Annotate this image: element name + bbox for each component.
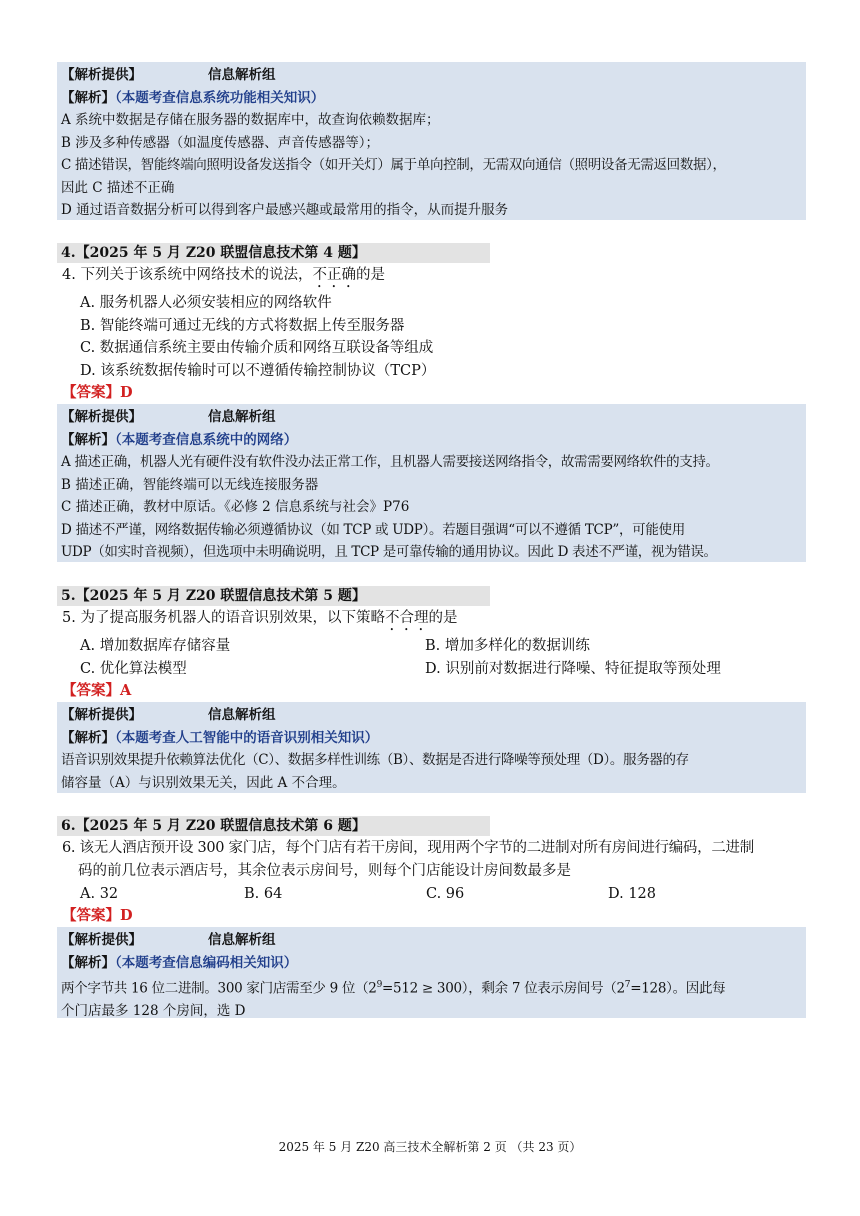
- provider-group: 信息解析组: [208, 67, 276, 83]
- option-d: D. 128: [608, 886, 657, 902]
- provider-label: 【解析提供】: [61, 707, 142, 723]
- analysis-heading: [61, 87, 800, 110]
- option-a: A. 服务机器人必须安装相应的网络软件: [80, 295, 332, 311]
- options-q6: [80, 883, 800, 906]
- analysis-line: [61, 974, 800, 1000]
- analysis-line: C 描述正确，教材中原话。《必修 2 信息系统与社会》P76: [61, 499, 410, 515]
- analysis-text: =128）。因此每: [630, 980, 726, 997]
- question-stem-4: [62, 264, 802, 291]
- page-footer: 2025 年 5 月 Z20 高三技术全解析第 2 页 （共 23 页）: [278, 1140, 582, 1154]
- question-stem-5: [62, 607, 802, 634]
- stem-line: 6. 该无人酒店预开设 300 家门店，每个门店有若干房间，现用两个字节的二进制对所有房间进行编码，二进制: [62, 840, 754, 856]
- provider-group: 信息解析组: [208, 409, 276, 425]
- question-header-4: 4.【2025 年 5 月 Z20 联盟信息技术第 4 题】: [57, 243, 490, 263]
- provider-label: 【解析提供】: [61, 67, 142, 83]
- stem-text: 4. 下列关于该系统中网络技术的说法，: [62, 267, 313, 283]
- analysis-heading: [61, 727, 800, 750]
- provider-line: [61, 406, 800, 429]
- option-row: [80, 658, 800, 681]
- exponent: 7: [624, 980, 631, 990]
- stem-text: 5. 为了提高服务机器人的语音识别效果，以下策略: [62, 610, 385, 626]
- provider-group: 信息解析组: [208, 932, 276, 948]
- analysis-line: 个门店最多 128 个房间，选 D: [61, 1003, 246, 1019]
- options-q5: [80, 635, 800, 680]
- analysis-line: 储容量（A）与识别效果无关，因此 A 不合理。: [61, 774, 346, 791]
- analysis-line: A 系统中数据是存储在服务器的数据库中，故查询依赖数据库；: [61, 112, 440, 128]
- analysis-line: D 通过语音数据分析可以得到客户最感兴趣或最常用的指令，从而提升服务: [61, 202, 509, 218]
- provider-label: 【解析提供】: [61, 409, 142, 425]
- answer-q5: 【答案】A: [62, 682, 132, 699]
- option-d: D. 识别前对数据进行降噪、特征提取等预处理: [425, 660, 721, 677]
- option-b: B. 64: [244, 886, 283, 902]
- analysis-line: D 描述不严谨，网络数据传输必须遵循协议（如 TCP 或 UDP）。若题目强调“可以不遵循 TCP”，可能使用: [61, 521, 685, 538]
- stem-text: 的是: [428, 610, 458, 626]
- question-header-6: 6.【2025 年 5 月 Z20 联盟信息技术第 6 题】: [57, 816, 490, 836]
- analysis-line: C 描述错误，智能终端向照明设备发送指令（如开关灯）属于单向控制，无需双向通信（照明设备无需返回数据），: [61, 157, 726, 173]
- option-c: C. 96: [426, 886, 465, 902]
- analysis-label: 【解析】: [61, 954, 115, 971]
- option-row: [80, 635, 800, 658]
- provider-line: [61, 64, 800, 87]
- analysis-label: 【解析】: [61, 729, 115, 746]
- analysis-heading: [61, 429, 800, 452]
- analysis-topic: （本题考查信息系统中的网络）: [115, 431, 298, 448]
- provider-label: 【解析提供】: [61, 932, 142, 948]
- question-stem-6: [62, 837, 802, 883]
- option-c: C. 优化算法模型: [80, 660, 187, 677]
- analysis-topic: （本题考查信息编码相关知识）: [115, 954, 298, 971]
- analysis-line: 因此 C 描述不正确: [61, 179, 175, 196]
- option-c: C. 数据通信系统主要由传输介质和网络互联设备等组成: [80, 340, 434, 356]
- analysis-heading: [61, 952, 800, 975]
- analysis-label: 【解析】: [61, 431, 115, 448]
- analysis-box-q3: [57, 62, 806, 220]
- provider-line: [61, 704, 800, 727]
- option-b: B. 增加多样化的数据训练: [425, 638, 590, 654]
- analysis-box-q4: [57, 404, 806, 562]
- options-q4: [80, 292, 800, 382]
- option-row: [80, 883, 800, 906]
- analysis-line: B 描述正确，智能终端可以无线连接服务器: [61, 476, 319, 493]
- stem-emphasis: 不合理: [384, 610, 429, 626]
- analysis-text: =512 ≥ 300），剩余 7 位表示房间号（2: [382, 980, 625, 997]
- provider-group: 信息解析组: [208, 707, 276, 723]
- question-header-5: 5.【2025 年 5 月 Z20 联盟信息技术第 5 题】: [57, 586, 490, 606]
- analysis-line: B 涉及多种传感器（如温度传感器、声音传感器等）；: [61, 134, 379, 151]
- analysis-topic: （本题考查信息系统功能相关知识）: [115, 89, 325, 106]
- stem-line: 码的前几位表示酒店号，其余位表示房间号，则每个门店能设计房间数最多是: [78, 863, 571, 879]
- option-a: A. 32: [80, 886, 119, 902]
- stem-emphasis: 不正确: [312, 267, 356, 283]
- answer-q4: 【答案】D: [62, 384, 133, 401]
- provider-line: [61, 929, 800, 952]
- option-b: B. 智能终端可通过无线的方式将数据上传至服务器: [80, 317, 405, 334]
- analysis-box-q5: [57, 702, 806, 793]
- stem-text: 的是: [355, 267, 385, 283]
- analysis-line: A 描述正确，机器人光有硬件没有软件没办法正常工作，且机器人需要接送网络指令，故需需要网络软件的支持。: [61, 454, 719, 470]
- answer-q6: 【答案】D: [62, 907, 133, 924]
- analysis-line: 语音识别效果提升依赖算法优化（C）、数据多样性训练（B）、数据是否进行降噪等预处理（D）。服务器的存: [61, 752, 689, 768]
- exponent: 9: [376, 980, 383, 990]
- analysis-text: 两个字节共 16 位二进制。300 家门店需至少 9 位（2: [61, 980, 377, 997]
- option-a: A. 增加数据库存储容量: [80, 638, 231, 654]
- analysis-topic: （本题考查人工智能中的语音识别相关知识）: [115, 729, 379, 746]
- analysis-label: 【解析】: [61, 89, 115, 106]
- analysis-line: UDP（如实时音视频），但选项中未明确说明，且 TCP 是可靠传输的通用协议。因此 D 表述不严谨，视为错误。: [61, 544, 717, 560]
- analysis-box-q6: [57, 927, 806, 1018]
- option-d: D. 该系统数据传输时可以不遵循传输控制协议（TCP）: [80, 362, 436, 379]
